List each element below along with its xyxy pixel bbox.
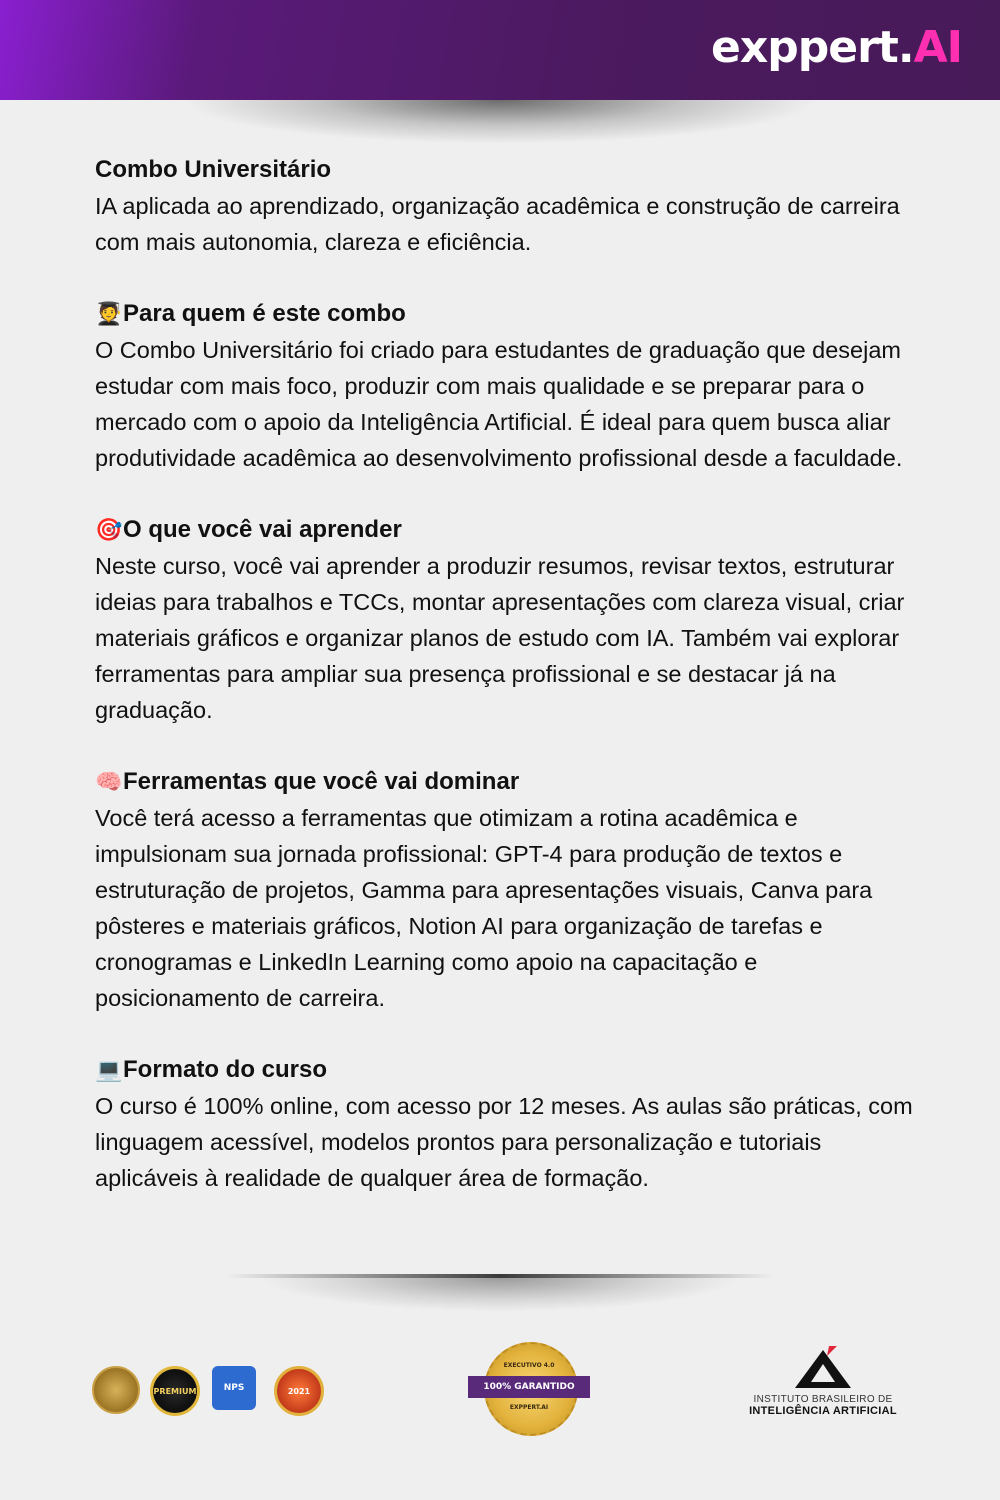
guarantee-seal [468,1340,590,1436]
section-learning [95,512,915,728]
intro-section [95,152,915,260]
section-format [95,1052,915,1196]
nps-badge-icon: NPS [212,1366,256,1410]
section-tools [95,764,915,1016]
award-badge-icon [92,1366,140,1414]
section-title-text: Para quem é este combo [123,300,406,327]
institute-line2: INTELIGÊNCIA ARTIFICIAL [749,1405,897,1417]
header-shadow [180,100,820,144]
header-bar [0,0,1000,100]
section-title-text: Ferramentas que você vai dominar [123,768,520,795]
logo-accent: AI [913,22,962,73]
section-title [95,764,915,800]
institute-line1: INSTITUTO BRASILEIRO DE [753,1394,893,1405]
section-text: Você terá acesso a ferramentas que otimizam a rotina acadêmica e impulsionam sua jornada profissional: GPT-4 para produção de textos e estruturação de projetos, Gamma para apresentações visuais, Canva para pôsteres e materiais gráficos, Notion AI para organização de tarefas e cronogramas e LinkedIn Learning como apoio na capacitação e posicionamento de carreira. [95,805,873,1011]
section-title-text: O que você vai aprender [123,516,402,543]
institute-logo [738,1346,908,1418]
section-text: O Combo Universitário foi criado para estudantes de graduação que desejam estudar com mais foco, produzir com mais qualidade e se preparar para o mercado com o apoio da Inteligência Artificial. É ideal para quem busca aliar produtividade acadêmica ao desenvolvimento profissional desde a faculdade. [95,337,903,471]
section-text: Neste curso, você vai aprender a produzir resumos, revisar textos, estruturar ideias para trabalhos e TCCs, montar apresentações com clareza visual, criar materiais gráficos e organizar planos de estudo com IA. Também vai explorar ferramentas para ampliar sua presença profissional e se destacar já na graduação. [95,553,905,723]
section-text: O curso é 100% online, com acesso por 12 meses. As aulas são práticas, com linguagem acessível, modelos prontos para personalização e tutoriais aplicáveis à realidade de qualquer área de formação. [95,1093,913,1191]
seal-top-text: EXECUTIVO 4.0 [503,1362,555,1369]
seal-ribbon-text: 100% GARANTIDO [468,1376,590,1398]
section-audience [95,296,915,476]
exppert-ai-logo[interactable] [711,22,962,73]
main-content [95,152,915,1232]
student-emoji-icon: 🧑‍🎓 [95,301,123,326]
divider-shadow [260,1278,740,1312]
section-title [95,512,915,548]
logo-text: exppert. [711,22,914,73]
section-title-text: Formato do curso [123,1056,328,1083]
section-title [95,1052,915,1088]
brain-emoji-icon: 🧠 [95,769,123,794]
section-title [95,296,915,332]
laptop-emoji-icon: 💻 [95,1057,123,1082]
page-title: Combo Universitário [95,156,332,183]
seal-bottom-text: EXPPERT.AI [509,1404,549,1411]
intro-text: IA aplicada ao aprendizado, organização acadêmica e construção de carreira com mais autonomia, clareza e eficiência. [95,193,900,255]
premium-badge-icon: PREMIUM [150,1366,200,1416]
target-emoji-icon: 🎯 [95,517,123,542]
year-badge-icon: 2021 [274,1366,324,1416]
institute-triangle-icon [791,1346,855,1390]
